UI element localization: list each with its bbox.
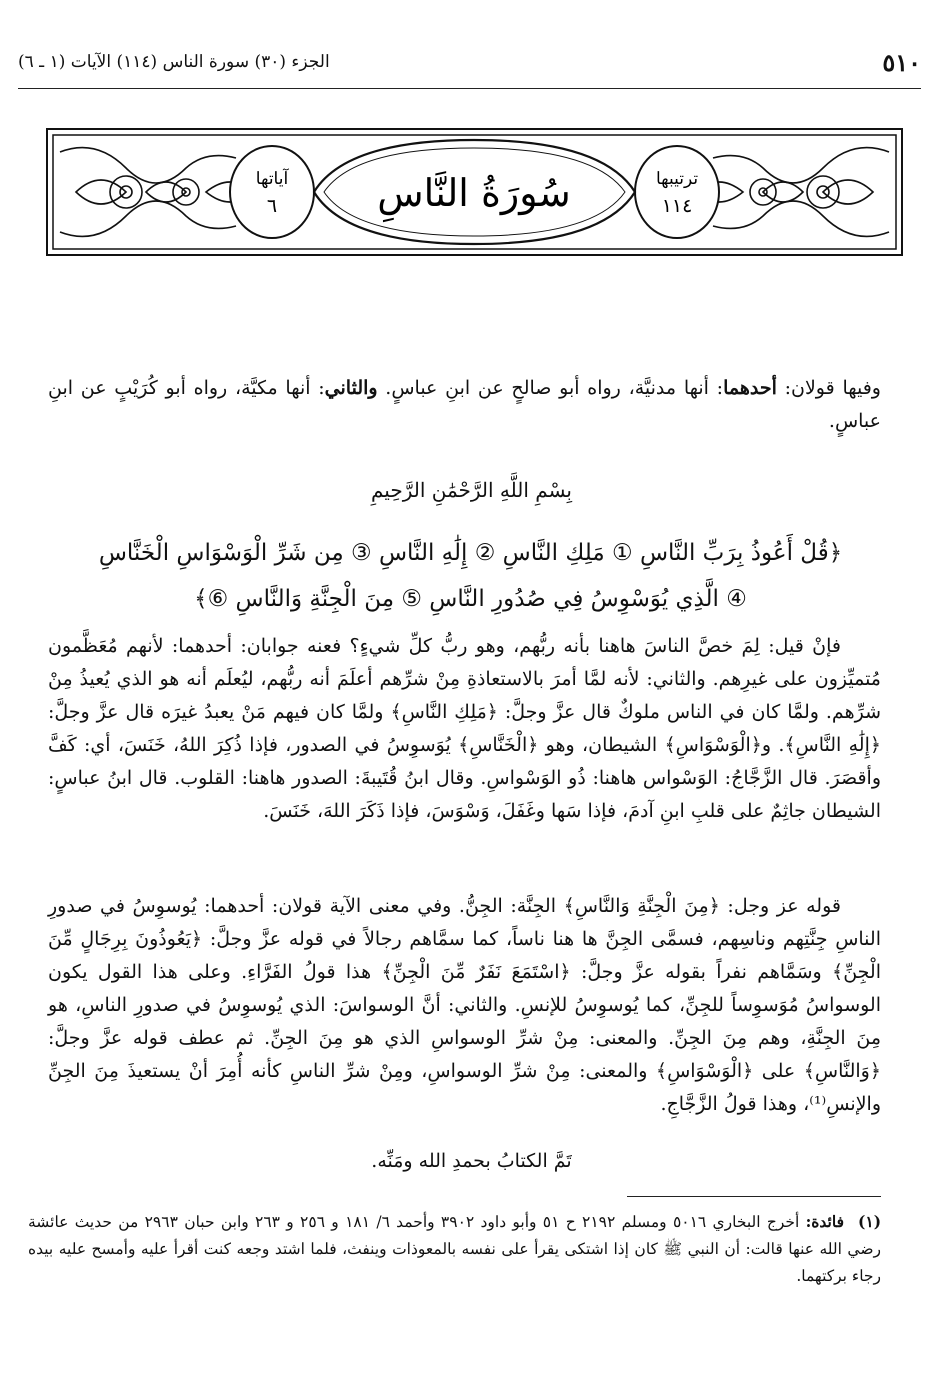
running-title: الجزء (٣٠) سورة الناس (١١٤) الآيات (١ ـ ٦): [18, 52, 330, 72]
intro-text-1: وفيها قولان:: [776, 377, 881, 399]
page-header: [18, 48, 921, 89]
intro-second-label: والثاني: [324, 377, 378, 399]
footnote-marker: (١): [858, 1212, 882, 1231]
intro-text-2: : أنها مدنيَّة، رواه أبو صالحٍ عن ابنِ عباسٍ.: [377, 377, 724, 399]
basmala: بِسْمِ اللَّهِ الرَّحْمَٰنِ الرَّحِيمِ: [370, 478, 572, 502]
tafsir-paragraph-1: فإنْ قيل: لِمَ خصَّ الناسَ هاهنا بأنه ربُّهم، وهو ربُّ كلِّ شيءٍ؟ فعنه جوابان: أحدهما: لأنهم مُعَظَّمون مُتميِّزون على غيرِهم. والثاني: لأنه لمَّا أمرَ بالاستعاذةِ مِنْ شرِّهم أعلَمَ أنه ربُّهم، ليُعلَم أنه هو الذي يُعيذُ مِنْ شرِّهم. ولمَّا كان في الناس ملوكٌ قال عزَّ وجلَّ: ﴿مَلِكِ النَّاسِ﴾ ولمَّا كان فيهم مَنْ يعبدُ غيرَه قال عزَّ وجلَّ: ﴿إِلَٰهِ النَّاسِ﴾. و﴿الْوَسْوَاسِ﴾ الشيطان، وهو ﴿الْخَنَّاسِ﴾ يُوَسوِسُ في الصدور، فإذا ذُكِرَ اللهُ، خَنَسَ، أي: كَفَّ وأقصَرَ. قال الزَّجَّاجُ: الوَسْواس هاهنا: ذُو الوَسْواسِ. وقال ابنُ قُتَيبةَ: الصدور هاهنا: القلوب. قال ابنُ عباسٍ: الشيطان جاثِمٌ على قلبِ ابنِ آدمَ، فإذا سَها وغَفَلَ، وَسْوَسَ، فإذا ذَكَرَ اللهَ، خَنَسَ.: [48, 635, 881, 822]
footnote: [28, 1208, 881, 1290]
intro-paragraph: [48, 372, 881, 438]
footnote-text: أخرج البخاري ٥٠١٦ ومسلم ٢١٩٢ ح ٥١ وأبو داود ٣٩٠٢ وأحمد ٦/ ١٨١ و ٢٥٦ و ٢٦٣ وابن حبان ٢٩٦٣ من حديث عائشة رضي الله عنها قالت: أن النبي ﷺ كان إذا اشتكى يقرأ على نفسه بالمعوذات وينفث، فلما اشتد وجعه كنت أقرأ عليه وأمسح عليه بيده رجاء بركتهما.: [28, 1213, 881, 1285]
tafsir-paragraph-2: قوله عز وجل: ﴿مِنَ الْجِنَّةِ وَالنَّاسِ﴾ الجِنَّة: الجِنُّ. وفي معنى الآية قولان: أحدهما: يُوسوِسُ في صدورِ الناسِ جِنَّتِهم وناسِهم، فسمَّى الجِنَّ ها هنا ناساً، كما سمَّاهم رجالاً في قوله عزَّ وجلَّ: ﴿يَعُوذُونَ بِرِجَالٍ مِّنَ الْجِنِّ﴾ وسَمَّاهم نفراً بقوله عزَّ وجلَّ: ﴿اسْتَمَعَ نَفَرٌ مِّنَ الْجِنِّ﴾ هذا قولُ الفَرَّاءِ. وعلى هذا القول يكون الوسواسُ مُوَسوِساً للجِنِّ، كما يُوسوِسُ للإنسِ. والثاني: أنَّ الوسواسَ: الذي يُوسوِسُ في صدورِ الناسِ، هو مِنَ الجِنَّةِ، وهم مِنَ الجِنِّ. والمعنى: مِنْ شرِّ الوسواسِ الذي هو مِنَ الجِنِّ. ثم عطف قوله عزَّ وجلَّ: ﴿وَالنَّاسِ﴾ على ﴿الْوَسْوَاسِ﴾ والمعنى: مِنْ شرِّ الوسواسِ، ومِنْ شرِّ الناسِ كأنه أُمِرَ أنْ يستعيذَ مِنَ الجِنِّ والإنسِ⁽¹⁾، وهذا قولُ الزَّجَّاجِ.: [48, 895, 881, 1115]
page-number: ٥١٠: [882, 48, 921, 77]
order-label: ترتيبها: [655, 169, 699, 189]
order-medallion: [635, 146, 719, 238]
ornament-right: [698, 148, 889, 237]
surah-banner: [46, 128, 903, 256]
book-ending: تَمَّ الكتابُ بحمدِ الله ومَنِّه.: [371, 1150, 572, 1172]
verses-medallion: [230, 146, 314, 238]
surah-name: سُورَةُ النَّاسِ: [377, 171, 571, 215]
footnote-label: فائدة:: [805, 1212, 845, 1231]
footnote-divider: [627, 1196, 881, 1197]
verses-label: آياتها: [255, 169, 289, 189]
quran-line-1: ﴿قُلْ أَعُوذُ بِرَبِّ النَّاسِ ① مَلِكِ النَّاسِ ② إِلَٰهِ النَّاسِ ③ مِن شَرِّ الْوَسْوَاسِ الْخَنَّاسِ: [98, 540, 843, 566]
verses-value: ٦: [266, 195, 278, 217]
intro-text-3: : أنها مكيَّة، رواه أبو كُرَيْبٍ عن ابنِ عباسٍ.: [48, 377, 881, 432]
intro-first-label: أحدهما: [723, 377, 777, 399]
quran-verses: [60, 530, 881, 622]
quran-line-2: ④ الَّذِي يُوَسْوِسُ فِي صُدُورِ النَّاسِ ⑤ مِنَ الْجِنَّةِ وَالنَّاسِ ⑥﴾: [194, 586, 747, 612]
order-value: ١١٤: [661, 195, 693, 217]
ornament-left: [60, 148, 251, 237]
